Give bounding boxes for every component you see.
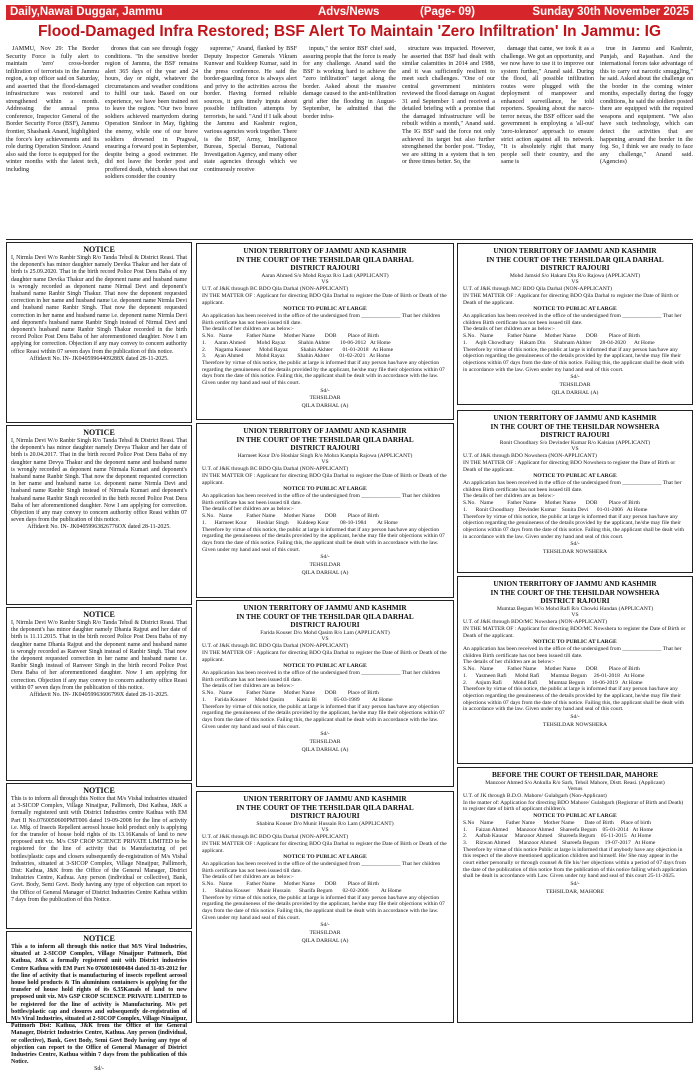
table-header: S.No Name Father Name Mother Name Date of Birth Place of birth <box>463 819 651 826</box>
table-header: S.No. Name Father Name Mother Name DOB Place of Birth <box>202 881 379 888</box>
respondent-line: U.T. of J&K through BC BDO Qila Darhal (NON-APPLICANT) <box>202 466 349 473</box>
signatory-place: QILA DARHAL (A) <box>301 746 349 753</box>
court-notice <box>196 423 454 598</box>
details-label: The details of her children are as below:- <box>202 506 294 513</box>
signature: Sd/- <box>570 374 580 381</box>
news-paragraph: drones that can see through foggy conditions. "In the sensitive border region of Jammu, the BSF remains alert 365 days of the year and 24 hours, day or night, whatever the circumstances and weather conditions to fulfil our task. Based on our experience, we have been trained not to leave the region. "Our two brave soldiers achieved martyrdom during Operation Sindoor in May, fighting the enemy, while one of our brave soldiers drowned in Pragwal, ensuring a forward post in September, despite being a good swimmer. He did not leave the border post and proffered death, which shows that our soldiers consider the country <box>105 46 198 181</box>
notice-box <box>6 931 192 1073</box>
table-header: S.No. Name Father Name Mother Name DOB Place of Birth <box>463 500 640 507</box>
court-name: IN THE COURT OF THE TEHSILDAR QILA DARHAL <box>236 435 414 444</box>
page-number: (Page- 09) <box>420 6 475 18</box>
versus-label: VS <box>321 827 329 834</box>
public-notice-heading: NOTICE TO PUBLIC AT LARGE <box>533 473 617 480</box>
court-notice <box>457 243 693 405</box>
signatory: TEHSILDAR NOWSHERA <box>542 721 608 728</box>
table-row: 1. Faizan Ahmed Manzoor Ahmed Shareefa Begum 05-01-2014 At Home <box>463 826 654 833</box>
table-row: 2. Aaftab Kausar Manzoor Ahmed Shareefa Begum 05-11-2015 At Home <box>463 833 652 840</box>
court-header: BEFORE THE COURT OF TEHSILDAR, MAHORE <box>491 771 659 779</box>
matter-line: IN THE MATTER OF : Applicant for directing BDO Nowshera to register the Date of Birth or Death of the applicant. <box>463 459 676 473</box>
table-header: S.No. Name Father Name Mother Name DOB Place of Birth <box>202 690 379 697</box>
section-label: Advs/News <box>318 6 380 18</box>
public-notice-heading: NOTICE TO PUBLIC AT LARGE <box>283 306 367 313</box>
application-text: An application has been received in the office of the undersigned from ______________ That her children Birth certificate has not been issued till date. <box>202 313 441 326</box>
court-header: UNION TERRITORY OF JAMMU AND KASHMIR <box>493 414 657 422</box>
court-notice <box>196 243 454 420</box>
news-paragraph: supreme," Anand, flanked by BSF Deputy Inspector Generals Vikram Kunwar and Kuldeep Kumar, said in the press conference. He said the border-guarding force is always alert and privy to the activities across the border. Having formed reliable sources, it gets timely inputs about possible infiltration attempts by terrorists, he said. "And if I talk about the Jammu and Kashmir region, various agencies work together. There is the BSF, Army, Intelligence Bureau, Special Bureau, National Investigation Agency, and many other state agencies through which we continuously receive <box>204 46 297 173</box>
public-notice-heading: NOTICE TO PUBLIC AT LARGE <box>533 639 617 646</box>
public-notice-heading: NOTICE TO PUBLIC AT LARGE <box>533 306 617 313</box>
versus-label: VS <box>321 459 329 466</box>
signatory-place: QILA DARHAL (A) <box>301 937 349 944</box>
signatory: TEHSILDAR <box>559 382 591 389</box>
table-header: S.No. Name Father Name Mother Name DOB Place of Birth <box>202 333 379 340</box>
news-column <box>204 46 297 234</box>
signature: Sd/- <box>320 387 330 394</box>
application-text: An application has been received in the office of the undersigned from ______________ That her children Birth certificate has not been issued till date. <box>202 493 441 506</box>
news-paragraph: structure was impacted. However, he asserted that BSF had dealt with similar calamities in 2014 and 1988, and it was sufficiently resilient to meet such challenges. "One of our central government ministers reviewed the flood damage on August 31 and September 1 and received a detailed briefing with a promise that the damaged infrastructure will be rebuilt within a month," Anand said. The IG BSF said the force not only achieved its target but also further strengthened the border post. "Today, we are sitting in a system that is ten or three times better. So, the <box>402 46 495 166</box>
notice-body: This is to inform all through this Notice that M/s Vishal industries situated at 3-SICOP Complex, Village Ninaijpur, Pallimorh, Dist Kathua, J&K a formally registered unit with District Industries centre Kathua with EM Part II No.0760050600PMT006 dated 19-09-2008 for the line of activity i.e. Mfg. of Insects Repellent aerosol house hold product only is applying for the transfer of house hold rights of its 13.16Kanals of land to new proposed unit viz. M/s CSP CROP SCIENCE PRIVATE LIMITED to be registered for the line of activity that is Manufacturing of pet bottles/plastic caps and closers subsequently de-registration of M/s Vishal Industries, situated at 3-SICOP Complex, Village Ninaijpur, Pallimorh, Dist: Kathua, J&K from the Office of the General Manager, District Industries Centre, Kathua. Any person (individual or collective), Bank, Govt. Body, Semi Govt. Body having any type of objection can report to the Office of General Manager of District Industries Centre Kathua within 7 days from the publication of this Notice. <box>11 796 187 903</box>
news-paragraph: JAMMU, Nov 29: The Border Security Force is fully alert to maintain 'zero' cross-border infiltration of terrorists in the Jammu region, a top officer said on Saturday, and asserted that the flood-damaged infrastructure was restored and strengthened within a month. Addressing the annual press conference, Inspector General of the Border Security Force (BSF), Jammu frontier, Shashank Anand, highlighted the force's key achievements and its role during Operation Sindoor. Anand also said the force is equipped for the winter months with the latest tech, including <box>6 46 99 173</box>
public-notice-heading: NOTICE TO PUBLIC AT LARGE <box>283 854 367 861</box>
applicant-line: Harmeet Kour D/o Hoshiar Singh R/o Mohra Kampla Rajowa (APPLICANT) <box>237 452 413 459</box>
notice-title: NOTICE <box>83 610 115 619</box>
notice-box <box>6 783 192 929</box>
versus-label: VS <box>571 279 579 286</box>
applicant-line: Manzoor Ahmed S/o Ankulla R/o Sarh, Tehsil Mahore, Distt. Reasi. (Applicant) <box>485 779 665 786</box>
details-label: The details of her children are as below:- <box>463 326 555 333</box>
news-column <box>600 46 693 234</box>
notice-affidavit: Affidavit No. IN- JK04059964409288X dated 28-11-2025. <box>29 355 169 362</box>
headline: Flood-Damaged Infra Restored; BSF Alert To Maintain 'Zero Infiltration' In Jammu: IG <box>37 23 662 40</box>
matter-line: IN THE MATTER OF : Applicant for directing BDO Qila Darhal to register the Date of Birth or Death of the applicant. <box>202 649 447 663</box>
court-name: IN THE COURT OF THE TEHSILDAR QILA DARHAL <box>236 803 414 812</box>
matter-line: In the matter of: Application for directing BDO Mahore/ Gulabgarh (Registrar of Birth and Death) to register date of birth of applicant children's. <box>463 799 684 813</box>
matter-line: IN THE MATTER OF : Applicant for directing BDO Qila Darhal to register the Date of Birth or Death of the applicant. <box>202 292 447 306</box>
court-name: IN THE COURT OF THE TEHSILDAR NOWSHERA <box>490 588 660 597</box>
notice-box <box>6 242 192 423</box>
notice-body: I, Nirmla Devi W/o Ranbir Singh R/o Tanda Tehsil & District Reasi. That the deponent's has minor daughter namely Devya Thakur and her date of birth is 20.04.2017. That in the birth record Police Post Dera Baba of my daughter name Devya Thakur and the deponent name and husband name is wrongly recorded as deponent name Nirmala Kumari and deponent's husband name Ranbir Singh. That now the deponent requested correction in her name and husband name i.e. deponent name Nirmla Devi and husband name Ranbir Singh instead of Nirmala Kumari and deponent's husband name Ranbir Singh recorded in the birth record Police Post Dera Baba of her aforementioned daughter. Now I am applying for correction. Objection if any may convey to concern authority office Reasi within 07 seven days from the publication of this notice. <box>11 438 187 524</box>
court-name: IN THE COURT OF THE TEHSILDAR QILA DARHAL <box>236 255 414 264</box>
details-label: The details of her children are as below:- <box>463 659 555 666</box>
district-name: DISTRICT RAJOURI <box>540 431 610 440</box>
court-notice <box>457 576 693 764</box>
court-name: IN THE COURT OF THE TEHSILDAR NOWSHERA <box>490 422 660 431</box>
news-column <box>501 46 594 234</box>
matter-line: IN THE MATTER OF : Applicant for directing BDO Qila Darhal to register the Date of Birth or Death of the applicant. <box>202 840 447 854</box>
news-column <box>402 46 495 234</box>
court-header: UNION TERRITORY OF JAMMU AND KASHMIR <box>243 795 407 803</box>
table-row: 2. Nagama Kouser Mohd Rayaz Shahin Akhter 01-01-2018 At Home <box>202 346 394 353</box>
applicant-line: Aaran Ahmed S/o Mohd Rayaz R/o Ladi (APPLICANT) <box>261 272 389 279</box>
notice-affidavit: Sd/- <box>94 1066 104 1073</box>
notice-title: NOTICE <box>83 934 115 943</box>
notice-text: Therefore by virtue of this notice, the public at large is informed that if any person has/have any objection regarding the genuineness of the details provided by the applicant, he/she may file their objections within 07 days from the date of this notice. Failing this, the applicant shall be dealt with in accordance with the law. Given under my hand and seal of this court. <box>202 526 445 553</box>
table-row: 1. Aaran Ahmed Mohd Rayaz Shahin Akhter 10-06-2012 At Home <box>202 339 391 346</box>
court-header: UNION TERRITORY OF JAMMU AND KASHMIR <box>243 427 407 435</box>
notice-text: Therefore by virtue of this notice, the public at large is informed that if any person has/have any objection regarding the genuineness of the details provided by the applicant, he/she may file their objections within 07 days from the date of this notice. Failing this, the applicant shall be dealt with in accordance with the law. Given under my hand and seal of this court. <box>202 894 445 921</box>
respondent-line: U.T. of JK through B.D.O. Mahore/ Gulabgarh (Non-Applicant) <box>463 793 607 799</box>
notice-box <box>6 425 192 605</box>
table-row: 1. Aqib Chowdhary Hakam Din Shabnam Akhter 28-04-2020 At Home <box>463 339 655 346</box>
applicant-line: Mohd Jamsid S/o Hakam Din R/o Rajowa (APPLICANT) <box>509 272 641 279</box>
notice-body: This a to inform all through this notice that M/S Viral Industries, situated at 2-SICOP Complex, Village Ninaijpur Pattmorh, Dist Kathua, J&K a formally registered unit with District industries Centre Kathua with EM Part No 0760010600484 dated 31-03-2012 for the line of activity that is manufacturing of insects repellent aerosol house hold products & Tin aluminium containers is applying for the transfer of house hold rights of its 6.35Kanals of land to new proposed unit viz. M/s GSP CROP SCIENCE PRIVATE LIMITED to be registered for the line of activity is Manufacturing. M/s pet bottles/plastic cap and closures and subsequently de-registration of M/s Viral Industries, situated at 2-SICOP Complex, Village Ninaijpur, Pattmorh Dist: Kathua, J&K from the Office of the General Manager, District Industries Centre, Kathua. Any person (individual, or collective), Bank, Govt Body, Semi Govt Body having any type of objection can report to the Office of General Manager of District Industries Centre, Kathua within 7 days from the publication of this Notice. <box>11 944 187 1066</box>
masthead-bar <box>6 5 693 20</box>
notice-body: I, Nirmla Devi W/o Ranbir Singh R/o Tanda Tehsil & District Reasi. That the deponent's has minor daughter namely Devika Thakur and her date of birth is 25.09.2020. That in the birth record Police Post Dera Baba of my daughter name Devika Thakur and the deponent name and husband name is wrongly recorded as deponent name Nirmal Devi and deponent's husband name Ranbir Singh Thakur. That now the deponent requested correction in her name and husband name i.e. deponent name Nirmla Devi and husband name Ranbir Singh. That now the deponent requested correction in her name and husband name i.e. deponent name Nirmla Devi and deponent's husband name Ranbir Singh instead of Nirmal Devi and deponent's husband name Ranbir Singh Thakur recorded in the birth record Police Post Dera Baba of her aforementioned daughter. Now I am applying for correction. Objection if any may convey to concern authority office Reasi within 07 seven days from the publication of this notice. <box>11 255 187 355</box>
signatory-place: QILA DARHAL (A) <box>551 389 599 396</box>
court-header: UNION TERRITORY OF JAMMU AND KASHMIR <box>493 247 657 255</box>
details-label: The details of her children are as below:- <box>202 326 294 333</box>
details-label: The details of her children are as below:- <box>202 874 294 881</box>
respondent-line: U.T. of J&K through BC BDO Qila Darhal (NON-APPLICANT) <box>202 643 349 650</box>
district-name: DISTRICT RAJOURI <box>290 812 360 821</box>
application-text: An application has been received in the office of the undersigned from ______________ That her children Birth certificate has not been issued till date. <box>202 670 441 683</box>
public-notice-heading: NOTICE TO PUBLIC AT LARGE <box>533 813 617 820</box>
public-notice-heading: NOTICE TO PUBLIC AT LARGE <box>283 486 367 493</box>
news-column <box>105 46 198 234</box>
matter-line: IN THE MATTER OF : Applicant for directing BDO/MC Nowshera to register the Date of Birth or Death of the applicant. <box>463 625 686 639</box>
notice-text: Therefore by virtue of this notice, the public at large is informed that if any person has/have any objection regarding the genuineness of the details provided by the applicant, he/she may file their objections within 07 days from the date of this notice. Failing this, the applicant shall be dealt with in accordance with the law. Given under my hand and seal of this court. <box>202 359 445 387</box>
court-notice <box>457 410 693 573</box>
notice-text: Therefore by virtue of this notice, the public at large is informed that if any person has/have any objection regarding the genuineness of the details provided by the applicant, he/she may file their objections within 07 days from the date of this notice. Failing this, the applicant shall be dealt with in accordance with the law. Given under my hand and seal of this court. <box>202 703 445 730</box>
table-row: 3. Rizwan Ahmed Manzoor Ahmed Shareefa Begum 19-07-2017 At Home <box>463 839 656 846</box>
table-row: 1. Shabina Kouser Munir Hussain Sharifa Begum 02-02-2006 At Home <box>202 887 402 894</box>
table-row: 1. Farida Kouser Mohd Qasim Kaniz Bi 05-03-1989 At Home <box>202 696 393 703</box>
notice-title: NOTICE <box>83 786 115 795</box>
application-text: An application has been received in the office of the undersigned from ______________ That her children Birth certificate has not been issued till date. <box>202 861 441 874</box>
court-header: UNION TERRITORY OF JAMMU AND KASHMIR <box>493 580 657 588</box>
applicant-line: Farida Kouser D/o Mohd Qasim R/o Lam (APPLICANT) <box>260 629 390 636</box>
notice-text: Therefore by virtue of this notice, the public at large is informed that if any person has/have any objection regarding the genuineness of the details provided by the applicant, he/she may file their objections within 07 days from the date of this notice. Failing this, the applicant shall be dealt with in accordance with the law. Given under my hand and seal of this court. <box>463 346 685 373</box>
divider <box>6 239 693 240</box>
application-text: An application has been received in the office of the undersigned from ______________ That her children Birth certificate has not been issued till date. <box>463 480 682 493</box>
news-column <box>6 46 99 234</box>
district-name: DISTRICT RAJOURI <box>290 621 360 630</box>
signatory: TEHSILDAR <box>309 395 341 402</box>
application-text: An application has been received in the office of the undersigned from ______________ That her children Birth certificate has not been issued till date. <box>463 313 682 326</box>
public-notice-heading: NOTICE TO PUBLIC AT LARGE <box>283 663 367 670</box>
notice-text: Therefore by virtue of this notice, the public at large is informed that if any person has/have any objection regarding the genuineness of the details provided by the applicant, he/she may file their objections within 07 days from the date of this notice. Failing this, the applicant shall be dealt with in accordance with the law. Given under my hand and seal of this court. <box>463 686 685 713</box>
versus-label: VS <box>321 636 329 643</box>
notice-title: NOTICE <box>83 428 115 437</box>
district-name: DISTRICT RAJOURI <box>540 264 610 273</box>
court-header: UNION TERRITORY OF JAMMU AND KASHMIR <box>243 247 407 255</box>
notice-box <box>6 607 192 781</box>
signatory: TEHSILDAR <box>309 930 341 937</box>
respondent-line: U.T. of J&K through BDO/MC Nowshera (NON-APPLICANT) <box>463 619 608 626</box>
district-name: DISTRICT RAJOURI <box>290 264 360 273</box>
table-row: 1. Harmeet Kour Hoshiar Singh Kuldeep Kour 08-10-1984 At Home <box>202 519 398 526</box>
issue-date: Sunday 30th November 2025 <box>532 6 689 18</box>
signature: Sd/- <box>320 922 330 929</box>
signature: Sd/- <box>570 714 580 721</box>
applicant-line: Mumtaz Begum W/o Mohd Rafi R/o Chowki Handan (APPLICANT) <box>496 605 654 612</box>
court-name: IN THE COURT OF THE TEHSILDAR QILA DARHAL <box>236 612 414 621</box>
news-column <box>303 46 396 234</box>
notice-affidavit: Affidavit No. IN- JK04059963606799X dated 28-11-2025. <box>29 692 169 699</box>
court-notice <box>196 600 454 787</box>
versus-label: VS <box>571 446 579 453</box>
signatory-place: QILA DARHAL (A) <box>301 403 349 410</box>
details-label: The details of her children are as below:- <box>202 683 294 690</box>
court-notice <box>457 767 693 1023</box>
respondent-line: U.T. of J&K through BDO Nowshera (NON-APPLICANT) <box>463 453 597 460</box>
district-name: DISTRICT RAJOURI <box>290 444 360 453</box>
respondent-line: U.T. of J&K through MC/ BDO Qila Darhal (NON-APPLICANT) <box>463 286 613 293</box>
notice-text: Therefore by virtue of this notice Public at large is informed that if anybody have any objection in this respect of the above mentioned application children and himself. He/ She may appear in the court either personally or through counsel & file his/ her objections within a period of 07 days from the date of the publication of this notice from the publication of this notice failing which application shall be dealt in accordance with Law. Given under my hand and seal of this court 25-11-2025. <box>463 846 688 880</box>
versus-label: VS <box>321 279 329 286</box>
table-header: S.No. Name Father Name Mother Name DOB Place of Birth <box>463 666 640 673</box>
table-row: 3. Ayan Ahmed Mohd Rayaz Shahin Akhter 01-02-2021 At Home <box>202 353 390 360</box>
notice-affidavit: Affidavit No. IN- JK04059963826776OX dated 28-11-2025. <box>27 524 171 531</box>
notice-body: I, Nirmla Devi W/o Ranbir Singh R/o Tanda Tehsil & District Reasi. That the deponent's has minor daughter namely Dhania Rajput and her date of birth is 11.11.2015. That in the birth record Police Post Dera Baba of my daughter name Dhania Rajput and the deponent name and husband name is wrongly recorded as Ranveer Singh instead of Ranbir Singh. That now the deponent requested correction in her name and husband name i.e. Ranbir Singh instead of Ranveer Singh in the birth record Police Post Dera Baba of her aforementioned daughter. Now I am applying for correction. Objection if any may convey to concern authority office Reasi within 07 seven days from the publication of this notice. <box>11 620 187 691</box>
applicant-line: Ronit Choudhary S/o Devinder Kumar R/o Kalsian (APPLICANT) <box>499 439 651 446</box>
court-notice <box>196 791 454 1023</box>
signature: Sd/- <box>570 881 580 888</box>
table-row: 2. Anjum Rafi Mohd Rafi Mumtaz Begum 16-06-2019 At Home <box>463 679 643 686</box>
news-paragraph: inputs," the senior BSF chief said, assuring people that the force is ready for any challenge. Anand said the BSF is working hard to achieve the "zero infiltration" target along the border. Asked about the massive damage caused to the anti-infiltration grid after the flooding in August-September, he admitted that the border infra- <box>303 46 396 120</box>
court-name: IN THE COURT OF THE TEHSILDAR QILA DARHAL <box>486 255 664 264</box>
paper-name: Daily,Nawai Duggar, Jammu <box>10 6 163 18</box>
court-header: UNION TERRITORY OF JAMMU AND KASHMIR <box>243 604 407 612</box>
versus-label: VS <box>571 612 579 619</box>
matter-line: IN THE MATTER OF : Applicant for directing BDO Qila Darhal to register the Date of Birth or Death of the applicant. <box>202 472 447 486</box>
table-row: 1. Ronit Choudhary Devinder Kumar Sunita Devi 01-01-2006 At Home <box>463 506 648 513</box>
respondent-line: U.T. of J&K through BC BDO Qila Darhal (NON-APPLICANT) <box>202 286 349 293</box>
signatory-place: QILA DARHAL (A) <box>301 569 349 576</box>
signatory: TEHSILDAR <box>309 562 341 569</box>
signatory: TEHSILDAR, MAHORE <box>545 888 605 895</box>
application-text: An application has been received in the office of the undersigned from ______________ That her children Birth certificate has not been issued till date. <box>463 646 682 659</box>
news-paragraph: damage that came, we took it as a challenge. We got an opportunity, and we now have to use it to improve our system further," Anand said. During the flood, all possible infiltration routes were plugged with the deployment of manpower and enhanced surveillance, he told reporters. Speaking about the narco-terror nexus, the BSF officer said the government is employing a 'all-out' 'zero-tolerance' approach to ensure strict action against all its network. "It is absolutely right that many people sell their country, and the same is <box>501 46 594 166</box>
district-name: DISTRICT RAJOURI <box>540 597 610 606</box>
signature: Sd/- <box>320 554 330 561</box>
applicant-line: Shabina Kouser D/o Munir Hussain R/o Lam (APPLICANT) <box>256 820 394 827</box>
news-paragraph: true in Jammu and Kashmir, Punjab, and Rajasthan. And the international forces take advantage of this to carry out narcotic smuggling," he said. Asked about the challenge on the border in the coming winter months, especially during the foggy conditions, he said the soldiers posted there are equipped with the required weapons and equipment. "We also have such technology, which can detect the activities that are happening around the border in the fog. So, I think we are ready to face any challenge," Anand said. (Agencies) <box>600 46 693 166</box>
table-header: S.No. Name Father Name Mother Name DOB Place of Birth <box>202 513 379 520</box>
signature: Sd/- <box>320 731 330 738</box>
table-header: S.No. Name Father Name Mother Name DOB Place of Birth <box>463 333 640 340</box>
signatory: TEHSILDAR NOWSHERA <box>542 549 608 556</box>
respondent-line: U.T. of J&K through BC BDO Qila Darhal (NON-APPLICANT) <box>202 834 349 841</box>
notice-text: Therefore by virtue of this notice, the public at large is informed that if any person has/have any objection regarding the genuineness of the details provided by the applicant, he/she may file their objections within 07 days from the date of this notice. Failing this, the applicant shall be dealt with in accordance with the law. Given under my hand and seal of this court. <box>463 513 685 540</box>
notice-title: NOTICE <box>83 245 115 254</box>
versus-label: Versus <box>567 786 583 793</box>
table-row: 1. Yasmeen Rafi Mohd Rafi Mumtaz Begum 26-01-2018 At Home <box>463 672 645 679</box>
details-label: The details of her children are as below:- <box>463 493 555 500</box>
signatory: TEHSILDAR <box>309 739 341 746</box>
signature: Sd/- <box>570 541 580 548</box>
matter-line: IN THE MATTER OF : Applicant for directing BDO Qila Darhal to register the Date of Birth or Death of the applicant. <box>463 292 679 306</box>
